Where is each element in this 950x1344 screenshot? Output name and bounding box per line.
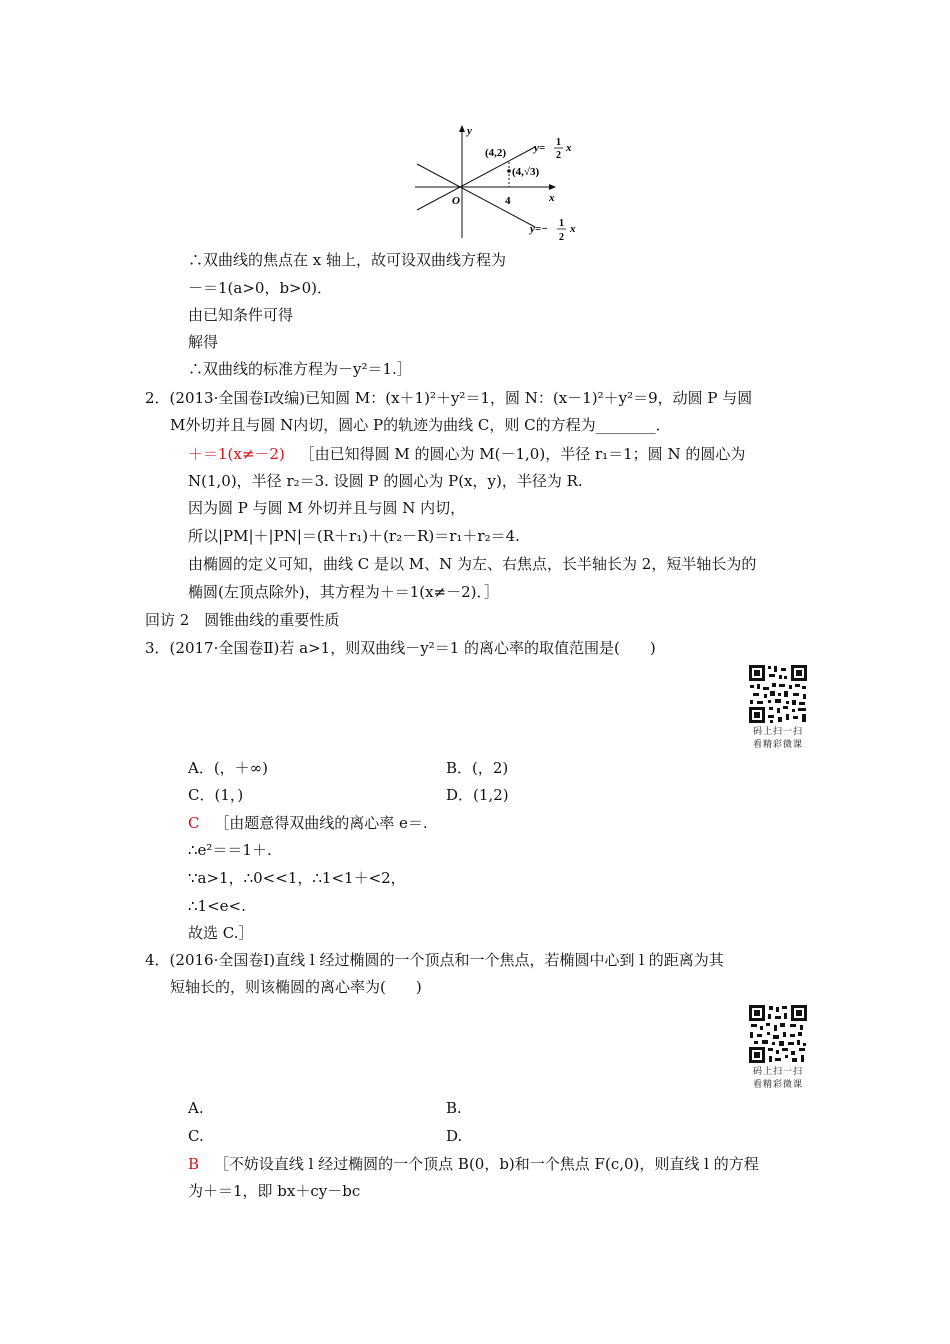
question-4-stem: 4．(2016·全国卷Ⅰ)直线 l 经过椭圆的一个顶点和一个焦点，若椭圆中心到 l 的距离为其 bbox=[145, 951, 724, 969]
option-a[interactable]: A．(，＋∞) bbox=[188, 759, 269, 777]
option-b[interactable]: B．(，2) bbox=[446, 759, 509, 777]
answer-letter: B bbox=[188, 1155, 200, 1173]
point-4-sqrt3 bbox=[507, 169, 511, 173]
asymptote-positive-label: y= bbox=[534, 142, 546, 154]
solution-line: －＝1(a>0，b>0)． bbox=[188, 279, 333, 297]
frac-num-bottom: 1 bbox=[559, 218, 564, 229]
solution-line: 椭圆(左顶点除外)，其方程为＋＝1(x≠－2)．］ bbox=[188, 583, 500, 601]
qr-code-icon[interactable] bbox=[748, 1004, 808, 1064]
qr-caption: 看精彩微课 bbox=[752, 1080, 803, 1090]
frac-num-top: 1 bbox=[556, 137, 561, 148]
x-axis-label: x bbox=[549, 192, 555, 204]
question-3-answer-line bbox=[188, 813, 428, 833]
solution-line: ∴双曲线的焦点在 x 轴上，故可设双曲线方程为 bbox=[188, 251, 506, 269]
question-4-stem: 短轴长的，则该椭圆的离心率为( ) bbox=[170, 978, 422, 996]
solution-line: 故选 C.］ bbox=[188, 924, 254, 942]
tick-label-4: 4 bbox=[505, 195, 511, 207]
asymptote-positive bbox=[417, 147, 535, 210]
solution-line: 为＋＝1，即 bx＋cy－bc bbox=[188, 1182, 361, 1200]
qr-caption: 码上扫一扫 bbox=[752, 727, 803, 737]
solution-line: 由已知条件可得 bbox=[188, 306, 294, 324]
qr-code-icon[interactable] bbox=[748, 664, 808, 724]
point-label-4-sqrt3: (4,√3) bbox=[512, 166, 540, 178]
option-b[interactable]: B. bbox=[446, 1099, 462, 1117]
answer-letter: C bbox=[188, 814, 200, 832]
frac-den-bottom: 2 bbox=[559, 232, 564, 243]
option-c[interactable]: C．(1，) bbox=[188, 786, 244, 804]
point-label-4-2: (4,2) bbox=[485, 147, 507, 159]
answer-text: ＋＝1(x≠－2) bbox=[188, 445, 285, 463]
option-a[interactable]: A. bbox=[188, 1099, 204, 1117]
frac-den-top: 2 bbox=[556, 150, 561, 161]
question-4-answer-line bbox=[188, 1154, 759, 1174]
question-3-stem: 3．(2017·全国卷Ⅱ)若 a>1，则双曲线－y²＝1 的离心率的取值范围是( ) bbox=[145, 639, 656, 657]
solution-line: 解得 bbox=[188, 333, 219, 351]
section-heading: 回访 2 圆锥曲线的重要性质 bbox=[145, 611, 340, 629]
solution-text: ［由题意得双曲线的离心率 e＝. bbox=[214, 814, 428, 832]
solution-line: ∴e²＝＝1＋. bbox=[188, 841, 272, 859]
solution-line: ∴1<e<. bbox=[188, 897, 246, 915]
solution-text: ［不妨设直线 l 经过椭圆的一个顶点 B(0，b)和一个焦点 F(c,0)，则直线 l 的方程 bbox=[213, 1155, 759, 1173]
hyperbola-asymptote-figure bbox=[405, 120, 595, 250]
solution-line: ∴双曲线的标准方程为－y²＝1.］ bbox=[188, 360, 412, 378]
option-d[interactable]: D．(1,2) bbox=[446, 786, 509, 804]
var-x-bottom: x bbox=[570, 223, 576, 235]
solution-line: 由椭圆的定义可知，曲线 C 是以 M、N 为左、右焦点，长半轴长为 2，短半轴长为的 bbox=[188, 555, 757, 573]
option-c[interactable]: C. bbox=[188, 1127, 204, 1145]
solution-line: ∵a>1，∴0<<1，∴1<1＋<2， bbox=[188, 869, 406, 887]
question-2-stem: 2．(2013·全国卷Ⅰ改编)已知圆 M：(x＋1)²＋y²＝1，圆 N：(x－1)²＋y²＝9，动圆 P 与圆 bbox=[145, 389, 753, 407]
y-axis-label: y bbox=[467, 125, 472, 137]
asymptote-negative-label: y=− bbox=[530, 223, 548, 235]
origin-label: O bbox=[452, 195, 460, 207]
solution-line: N(1,0)，半径 r₂＝3. 设圆 P 的圆心为 P(x，y)，半径为 R. bbox=[188, 472, 583, 490]
qr-caption: 码上扫一扫 bbox=[752, 1067, 803, 1077]
qr-caption: 看精彩微课 bbox=[752, 740, 803, 750]
option-d[interactable]: D. bbox=[446, 1127, 463, 1145]
solution-line: 所以|PM|＋|PN|＝(R＋r₁)＋(r₂－R)＝r₁＋r₂＝4. bbox=[188, 527, 520, 545]
question-2-stem: M外切并且与圆 N内切，圆心 P的轨迹为曲线 C，则 C的方程为________． bbox=[170, 416, 671, 434]
var-x-top: x bbox=[566, 142, 572, 154]
solution-line: 因为圆 P 与圆 M 外切并且与圆 N 内切， bbox=[188, 499, 466, 517]
solution-text: ［由已知得圆 M 的圆心为 M(－1,0)，半径 r₁＝1；圆 N 的圆心为 bbox=[299, 445, 746, 463]
question-2-answer-line bbox=[188, 444, 745, 464]
